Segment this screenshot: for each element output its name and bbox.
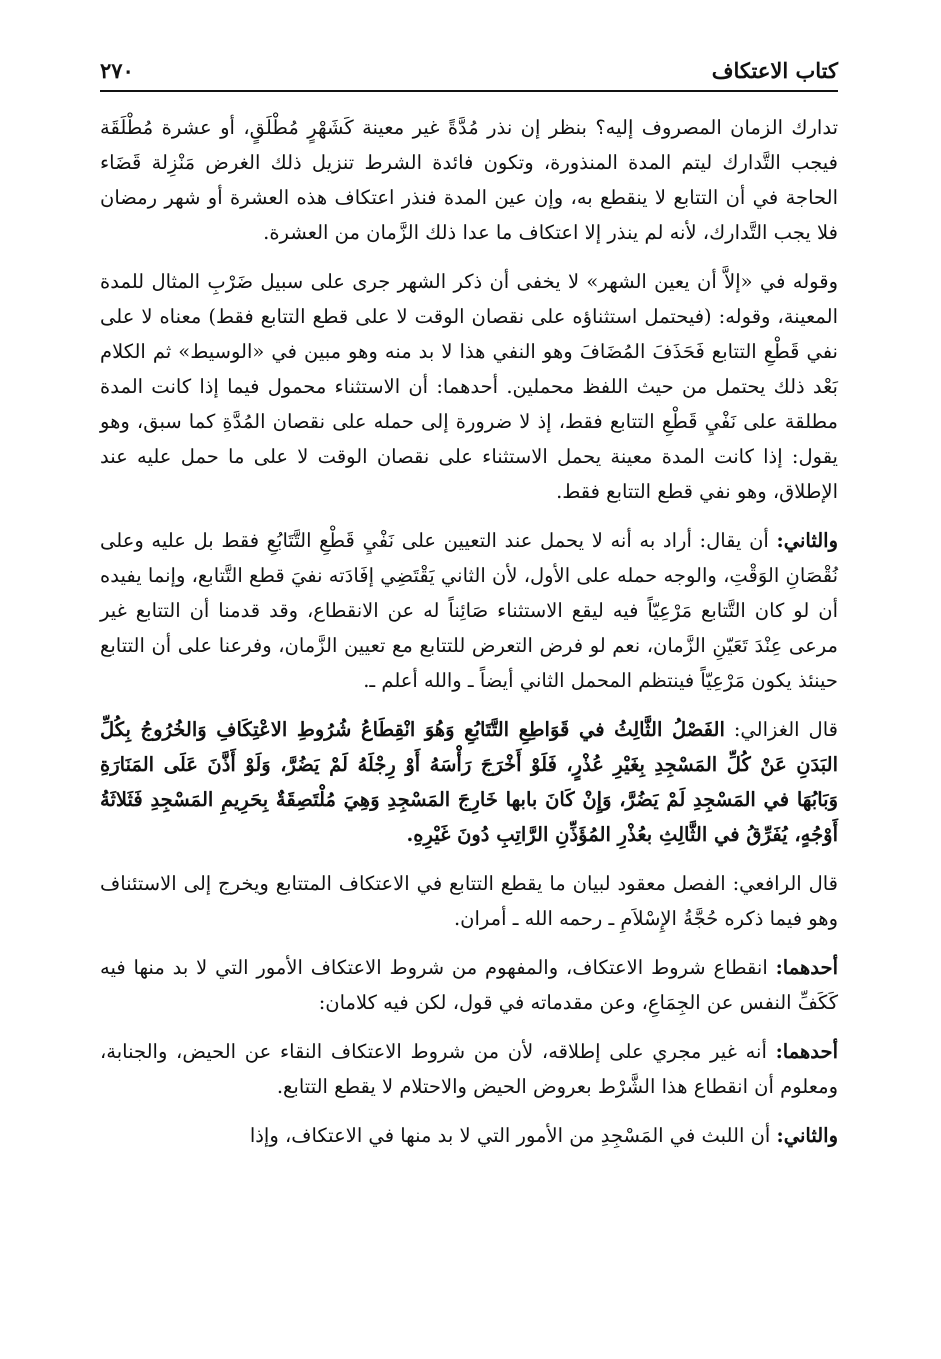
paragraph-6-lead: أحدهما: — [775, 956, 838, 979]
paragraph-7 — [100, 1034, 838, 1104]
paragraph-2 — [100, 264, 838, 509]
paragraph-5 — [100, 866, 838, 936]
paragraph-8-lead: والثاني: — [776, 1124, 838, 1147]
paragraph-7-text: أنه غير مجري على إطلاقه، لأن من شروط الاعتكاف النقاء عن الحيض، والجنابة، ومعلوم أن انقطاع هذا الشَّرْط بعروض الحيض والاحتلام لا يقطع التتابع. — [100, 1040, 838, 1098]
paragraph-2-text: وقوله في «إلاَّ أن يعين الشهر» لا يخفى أن ذكر الشهر جرى على سبيل ضَرْبِ المثال للمدة المعينة، وقوله: (فيحتمل استثناؤه على نقصان الوقت لا على قطع التتابع فقط) معناه لا على نفي قَطْعِ التتابع فَحَذَفَ المُضَافَ وهو النفي هذا لا بد منه وهو مبين في «الوسيط» ثم الكلام بَعْد ذلك يحتمل من حيث اللفظ محملين. أحدهما: أن الاستثناء محمول فيما إذا كانت المدة مطلقة على نَفْيِ قَطْعِ التتابع فقط، إذ لا ضرورة إلى حمله على نقصان المُدَّةِ كما سبق، وهو يقول: إذا كانت المدة معينة يحمل الاستثناء على نقصان الوقت لا على ما حمل عليه عند الإطلاق، وهو نفي قطع التتابع فقط. — [100, 270, 838, 503]
paragraph-3 — [100, 523, 838, 698]
paragraph-5-text: قال الرافعي: الفصل معقود لبيان ما يقطع التتابع في الاعتكاف المتتابع ويخرج إلى الاستئناف وهو فيما ذكره حُجَّةُ الإِسْلاَمِ ـ رحمه الله ـ أمران. — [100, 872, 838, 930]
paragraph-4-quote: الفَصْلُ الثَّالِثُ في قَوَاطِعِ التَّتَابُعِ وَهُوَ انْقِطَاعُ شُرُوطِ الاعْتِكَافِ وَالخُرُوجُ بِكُلِّ البَدَنِ عَنْ كُلِّ المَسْجِدِ بِغَيْرِ عُذْرٍ، فَلَوْ أَخْرَجَ رَأْسَهُ أَوْ رِجْلَهُ لَمْ يَضُرَّ، وَلَوْ أَذَّنَ عَلَى المَنَارَةِ وَبَابُهَا في المَسْجِدِ لَمْ يَضُرَّ، وَإِنْ كَانَ بابها خَارِجَ المَسْجِدِ وَهِيَ مُلْتَصِقَةٌ بِحَرِيمِ المَسْجِدِ فَثَلاثَةُ أَوْجُهٍ، يُفَرِّقُ في الثَّالِثِ بعُذْرِ المُؤَذِّنِ الرَّاتِبِ دُونَ غَيْرِهِ. — [100, 718, 838, 846]
paragraph-3-lead: والثاني: — [776, 529, 838, 552]
paragraph-6-text: انقطاع شروط الاعتكاف، والمفهوم من شروط الاعتكاف الأمور التي لا بد منها فيه كَكَفِّ النفس عن الجِمَاعِ، وعن مقدماته في قول، لكن فيه كلامان: — [100, 956, 838, 1014]
paragraph-7-lead: أحدهما: — [775, 1040, 838, 1063]
paragraph-8 — [100, 1118, 838, 1153]
paragraph-3-text: أن يقال: أراد به أنه لا يحمل عند التعيين على نَفْيِ قَطْعِ التَّتَابُعِ فقط بل عليه وعلى نُقْصَانِ الوَقْتِ، والوجه حمله على الأول، لأن الثاني يَقْتَضِي إفَادَته نفيَ قطع التَّتابع، وإنما يفيده أن لو كان التَّتابع مَرْعِيّاً فيه ليقع الاستثناء صَائِناً له عن الانقطاع، وقد قدمنا أن التتابع غير مرعى عِنْدَ تَعَيّنِ الزَّمان، نعم لو فرض التعرض للتتابع مع تعيين الزَّمان، وفرعنا على أن التتابع حينئذ يكون مَرْعِيّاً فينتظم المحمل الثاني أيضاً ـ والله أعلم ـ. — [100, 529, 838, 692]
paragraph-8-text: أن اللبث في المَسْجِدِ من الأمور التي لا بد منها في الاعتكاف، وإذا — [249, 1124, 771, 1147]
paragraph-1 — [100, 110, 838, 250]
header-title: كتاب الاعتكاف — [711, 58, 838, 83]
page-number: ٢٧٠ — [100, 58, 134, 83]
running-header — [100, 54, 838, 92]
page-body — [100, 110, 838, 1153]
paragraph-6 — [100, 950, 838, 1020]
paragraph-4-lead: قال الغزالي: — [733, 718, 838, 741]
paragraph-4-ghazali-quote — [100, 712, 838, 852]
paragraph-1-text: تدارك الزمان المصروف إليه؟ بنظر إن نذر مُدَّةً غير معينة كَشَهْرٍ مُطْلَقٍ، أو عشرة مُطْلَقَة فيجب التَّدارك ليتم المدة المنذورة، وتكون فائدة الشرط تنزيل ذلك الغرض مَنْزِلة قَضَاء الحاجة في أن التتابع لا ينقطع به، وإن عين المدة فنذر اعتكاف هذه العشرة أو شهر رمضان فلا يجب التَّدارك، لأنه لم ينذر إلا اعتكاف ما عدا ذلك الزَّمان من العشرة. — [100, 116, 838, 244]
